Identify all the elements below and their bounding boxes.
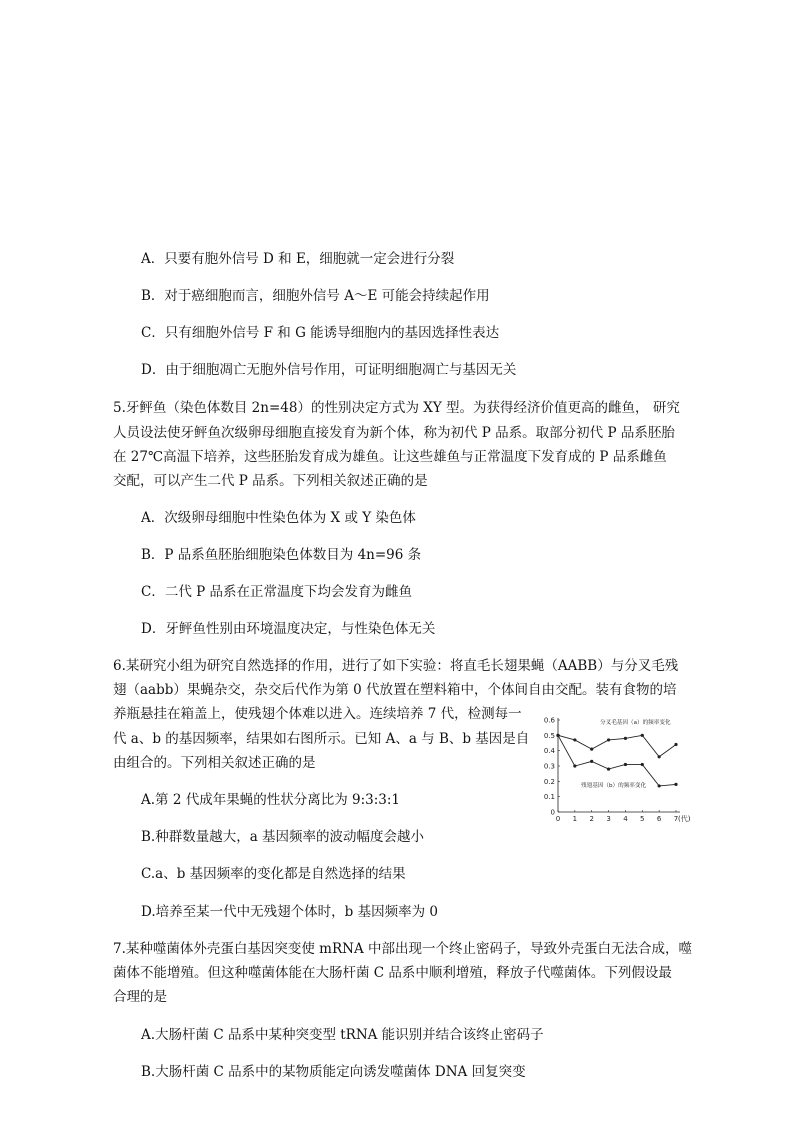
q4-option-b: B．对于癌细胞而言，细胞外信号 A～E 可能会持续起作用: [141, 288, 490, 304]
q6-option-d: D.培养至某一代中无残翅个体时，b 基因频率为 0: [141, 904, 438, 920]
q7-stem-line-2: 菌体不能增殖。但这种噬菌体能在大肠杆菌 C 品系中顺利增殖，释放子代噬菌体。下列假设最: [113, 965, 672, 981]
q6-stem-line-3: 养瓶悬挂在箱盖上，使残翅个体难以进入。连续培养 7 代，检测每一: [113, 706, 522, 722]
q5-stem-line-2: 人员设法使牙鲆鱼次级卵母细胞直接发育为新个体，称为初代 P 品系。取部分初代 P 品系胚胎: [113, 425, 675, 441]
data-point-a: [674, 743, 677, 746]
data-point-b: [674, 783, 677, 786]
series-label-a: 分叉毛基因（a）的频率变化: [600, 720, 671, 726]
q5-stem-line-4: 交配，可以产生二代 P 品系。下列相关叙述正确的是: [113, 473, 428, 489]
data-point-a: [573, 738, 576, 741]
q4-option-d: D．由于细胞凋亡无胞外信号作用，可证明细胞凋亡与基因无关: [141, 362, 517, 378]
q5-option-b: B．P 品系鱼胚胎细胞染色体数目为 4n=96 条: [141, 547, 422, 563]
data-point-b: [624, 763, 627, 766]
data-point-a: [658, 755, 661, 758]
data-point-a: [624, 737, 627, 740]
y-tick-label: 0.6: [543, 716, 555, 725]
x-tick-label: 4: [623, 815, 628, 823]
q5-option-c: C．二代 P 品系在正常温度下均会发育为雌鱼: [141, 584, 412, 600]
q4-option-a: A．只要有胞外信号 D 和 E，细胞就一定会进行分裂: [141, 251, 455, 267]
series-line-a: [558, 735, 676, 756]
data-point-b: [658, 784, 661, 787]
x-tick-label: 5: [640, 815, 645, 823]
q6-option-a: A.第 2 代成年果蝇的性状分离比为 9:3:3:1: [141, 792, 401, 808]
x-tick-label: 3: [606, 815, 611, 823]
q6-stem-line-5: 由组合的。下列相关叙述正确的是: [113, 755, 316, 771]
y-tick-label: 0.5: [543, 731, 555, 740]
x-unit-label: (代): [678, 815, 691, 823]
q7-option-a: A.大肠杆菌 C 品系中某种突变型 tRNA 能识别并结合该终止密码子: [141, 1027, 544, 1043]
data-point-a: [607, 738, 610, 741]
x-tick-label: 6: [656, 815, 662, 823]
q6-stem-line-1: 6.某研究小组为研究自然选择的作用，进行了如下实验：将直毛长翅果蝇（AABB）与分叉毛残: [113, 658, 679, 674]
q7-stem-line-3: 合理的是: [113, 989, 167, 1005]
q5-option-d: D．牙鲆鱼性别由环境温度决定，与性染色体无关: [141, 621, 436, 637]
data-point-a: [590, 748, 593, 751]
q5-option-a: A．次级卵母细胞中性染色体为 X 或 Y 染色体: [141, 510, 416, 526]
q6-option-c: C.a、b 基因频率的变化都是自然选择的结果: [141, 866, 406, 882]
q6-stem-line-2: 翅（aabb）果蝇杂交，杂交后代作为第 0 代放置在塑料箱中，个体间自由交配。装有食物的培: [113, 682, 677, 698]
q5-stem-line-1: 5.牙鲆鱼（染色体数目 2n=48）的性别决定方式为 XY 型。为获得经济价值更高的雌鱼， 研究: [113, 400, 680, 416]
series-line-b: [558, 735, 676, 786]
data-point-b: [573, 764, 576, 767]
series-label-b: 残翅基因（b）的频率变化: [581, 783, 647, 789]
q7-option-b: B.大肠杆菌 C 品系中的某物质能定向诱发噬菌体 DNA 回复突变: [141, 1064, 526, 1080]
q6-option-b: B.种群数量越大，a 基因频率的波动幅度会越小: [141, 829, 425, 845]
data-point-b: [607, 767, 610, 770]
y-tick-label: 0.3: [543, 762, 555, 771]
q6-stem-line-4: 代 a、b 的基因频率，结果如右图所示。已知 A、a 与 B、b 基因是自: [113, 731, 530, 747]
x-tick-label: 7: [673, 815, 679, 823]
y-tick-label: 0.4: [543, 747, 555, 756]
data-point-b: [641, 763, 644, 766]
y-tick-label: 0: [550, 808, 555, 817]
y-tick-label: 0.1: [543, 793, 555, 802]
gene-frequency-chart: [540, 712, 710, 828]
q5-stem-line-3: 在 27℃高温下培养，这些胚胎发育成为雄鱼。让这些雄鱼与正常温度下发育成的 P 品系雌鱼: [113, 449, 667, 465]
x-tick-label: 1: [572, 815, 578, 823]
q7-stem-line-1: 7.某种噬菌体外壳蛋白基因突变使 mRNA 中部出现一个终止密码子，导致外壳蛋白无法合成，噬: [113, 941, 692, 957]
data-point-b: [590, 760, 593, 763]
x-tick-label: 2: [589, 815, 594, 823]
x-tick-label: 0: [555, 815, 561, 823]
q4-option-c: C．只有细胞外信号 F 和 G 能诱导细胞内的基因选择性表达: [141, 325, 500, 341]
data-point-a: [641, 734, 644, 737]
y-tick-label: 0.2: [543, 777, 555, 786]
data-point-b: [556, 734, 559, 737]
